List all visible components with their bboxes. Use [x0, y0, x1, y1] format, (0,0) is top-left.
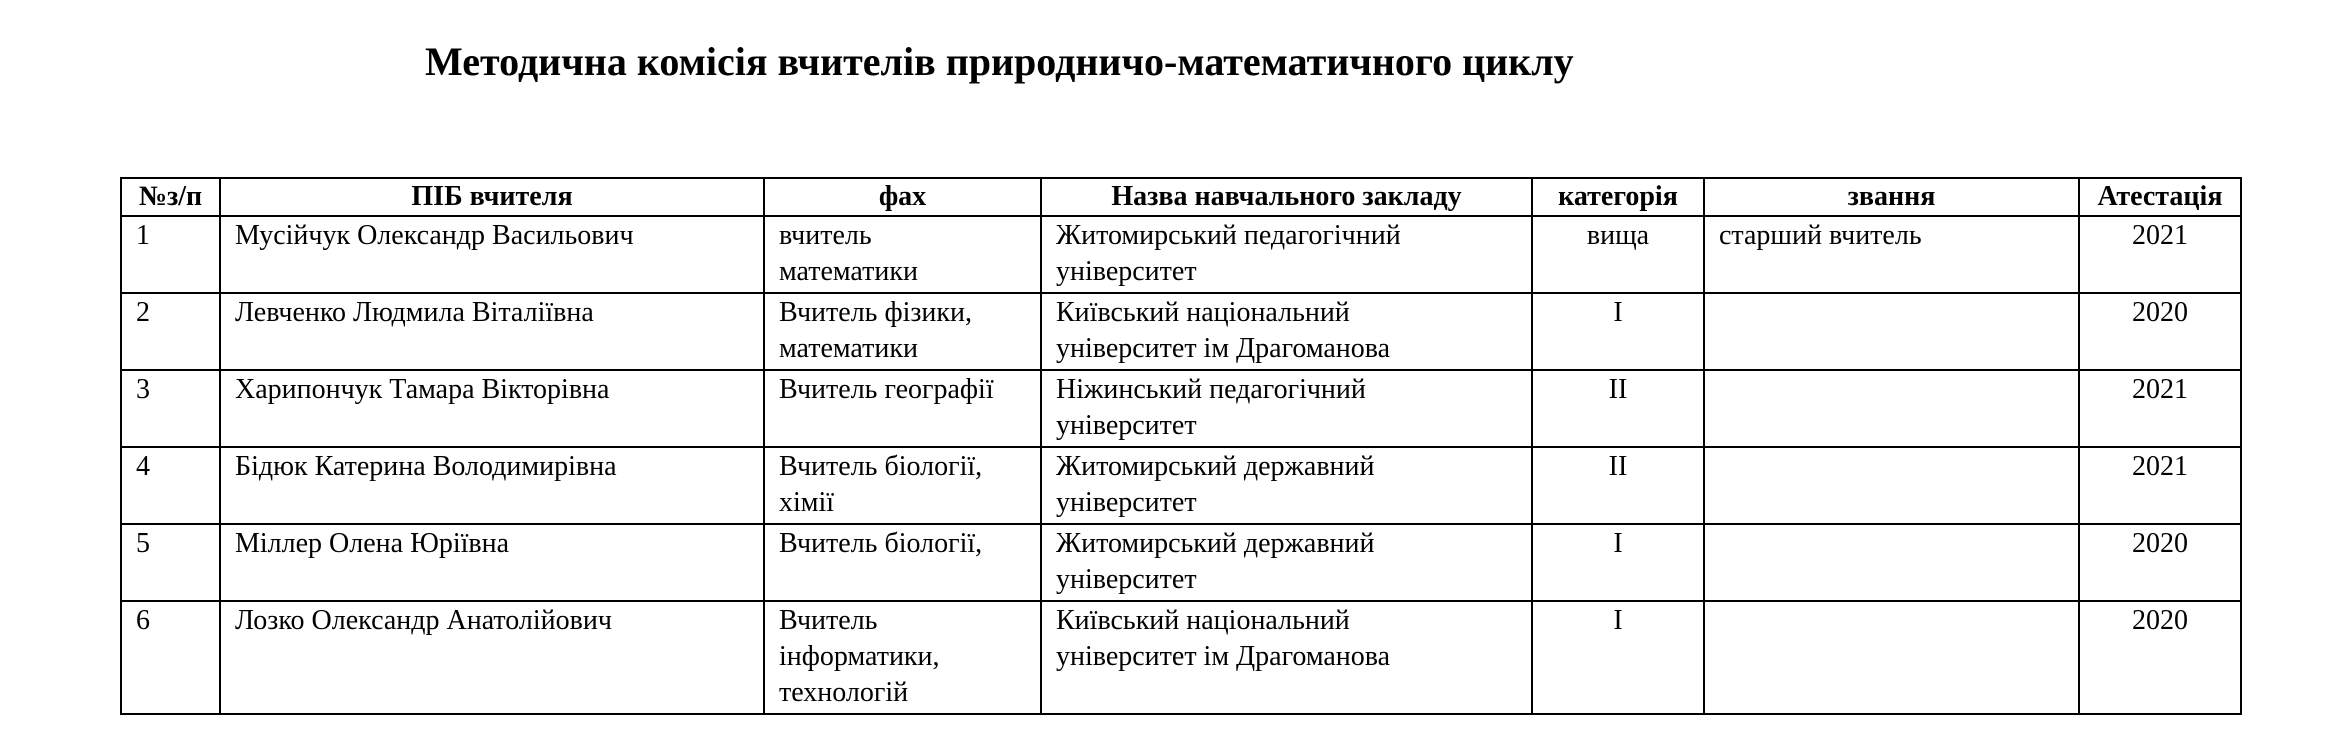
header-rank: звання	[1704, 178, 2079, 216]
table-row	[121, 370, 2241, 447]
cell-attestation: 2021	[2079, 216, 2241, 293]
cell-specialty-line: Вчитель біології,	[779, 528, 983, 559]
cell-institution-line: Ніжинський педагогічний	[1056, 374, 1366, 405]
cell-num: 5	[121, 524, 220, 601]
teachers-table	[120, 177, 2242, 715]
cell-specialty	[764, 216, 1041, 293]
cell-name: Міллер Олена Юріївна	[220, 524, 764, 601]
cell-name: Левченко Людмила Віталіївна	[220, 293, 764, 370]
header-num: №з/п	[121, 178, 220, 216]
cell-specialty-line: технологій	[779, 677, 909, 708]
cell-institution-line: Житомирський державний	[1056, 451, 1375, 482]
table-row	[121, 216, 2241, 293]
cell-specialty-line: Вчитель	[779, 605, 878, 636]
table-header-row	[121, 178, 2241, 216]
cell-specialty-line: інформатики,	[779, 641, 940, 672]
cell-specialty-line: Вчитель географії	[779, 374, 994, 405]
cell-institution-line: університет ім Драгоманова	[1056, 641, 1391, 672]
cell-name: Мусійчук Олександр Васильович	[220, 216, 764, 293]
cell-specialty-line: Вчитель фізики,	[779, 297, 973, 328]
cell-institution-line: Київський національний	[1056, 605, 1350, 636]
cell-institution	[1041, 524, 1532, 601]
cell-name: Лозко Олександр Анатолійович	[220, 601, 764, 714]
cell-specialty-line: вчитель	[779, 220, 872, 251]
cell-rank	[1704, 601, 2079, 714]
cell-rank	[1704, 293, 2079, 370]
cell-institution	[1041, 216, 1532, 293]
cell-institution-line: Житомирський педагогічний	[1056, 220, 1401, 251]
cell-num: 4	[121, 447, 220, 524]
cell-category: I	[1532, 524, 1704, 601]
cell-category: I	[1532, 601, 1704, 714]
cell-name: Бідюк Катерина Володимирівна	[220, 447, 764, 524]
header-name: ПІБ вчителя	[220, 178, 764, 216]
cell-name: Харипончук Тамара Вікторівна	[220, 370, 764, 447]
cell-institution-line: університет	[1056, 256, 1197, 287]
cell-institution-line: університет	[1056, 564, 1197, 595]
table-row	[121, 524, 2241, 601]
cell-attestation: 2020	[2079, 524, 2241, 601]
cell-rank	[1704, 447, 2079, 524]
cell-category: II	[1532, 370, 1704, 447]
cell-specialty-line: хімії	[779, 487, 835, 518]
cell-institution	[1041, 601, 1532, 714]
cell-rank	[1704, 370, 2079, 447]
cell-specialty	[764, 447, 1041, 524]
cell-specialty	[764, 601, 1041, 714]
cell-institution-line: Київський національний	[1056, 297, 1350, 328]
table-row	[121, 447, 2241, 524]
cell-specialty-line: Вчитель біології,	[779, 451, 983, 482]
cell-institution-line: Житомирський державний	[1056, 528, 1375, 559]
cell-attestation: 2021	[2079, 447, 2241, 524]
cell-specialty-line: математики	[779, 256, 918, 287]
cell-attestation: 2020	[2079, 293, 2241, 370]
cell-specialty	[764, 293, 1041, 370]
cell-category: II	[1532, 447, 1704, 524]
cell-rank	[1704, 524, 2079, 601]
cell-num: 3	[121, 370, 220, 447]
cell-category: вища	[1532, 216, 1704, 293]
cell-num: 6	[121, 601, 220, 714]
table-row	[121, 601, 2241, 714]
cell-attestation: 2021	[2079, 370, 2241, 447]
cell-rank: старший вчитель	[1704, 216, 2079, 293]
cell-specialty	[764, 524, 1041, 601]
header-attestation: Атестація	[2079, 178, 2241, 216]
cell-institution-line: університет ім Драгоманова	[1056, 333, 1391, 364]
header-category: категорія	[1532, 178, 1704, 216]
cell-specialty-line: математики	[779, 333, 918, 364]
cell-specialty	[764, 370, 1041, 447]
table-row	[121, 293, 2241, 370]
header-institution: Назва навчального закладу	[1041, 178, 1532, 216]
cell-category: I	[1532, 293, 1704, 370]
cell-institution	[1041, 447, 1532, 524]
cell-institution-line: університет	[1056, 410, 1197, 441]
cell-institution	[1041, 370, 1532, 447]
document-title: Методична комісія вчителів природничо-математичного циклу	[425, 39, 1574, 84]
cell-attestation: 2020	[2079, 601, 2241, 714]
cell-num: 2	[121, 293, 220, 370]
cell-institution-line: університет	[1056, 487, 1197, 518]
cell-num: 1	[121, 216, 220, 293]
table-body	[121, 216, 2241, 714]
header-specialty: фах	[764, 178, 1041, 216]
cell-institution	[1041, 293, 1532, 370]
